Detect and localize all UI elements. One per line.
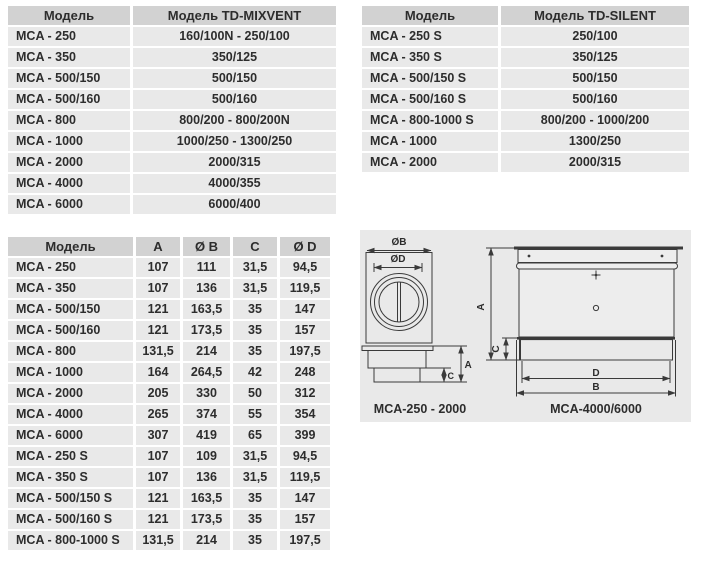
collar-side-view xyxy=(374,368,420,382)
table-cell: MCA - 1000 xyxy=(362,132,498,151)
table-cell: MCA - 1000 xyxy=(8,132,130,151)
table-cell: 2000/315 xyxy=(133,153,336,172)
table-cell: 94,5 xyxy=(280,447,330,466)
table-cell: 147 xyxy=(280,300,330,319)
table-cell: MCA - 350 xyxy=(8,279,133,298)
column-header: C xyxy=(233,237,277,256)
table-cell: 35 xyxy=(233,342,277,361)
table-cell: 173,5 xyxy=(183,510,230,529)
table-cell: MCA - 500/160 S xyxy=(362,90,498,109)
table-cell: MCA - 500/150 S xyxy=(362,69,498,88)
column-header: Модель TD-MIXVENT xyxy=(133,6,336,25)
table-cell: 121 xyxy=(136,300,180,319)
column-header: Модель TD-SILENT xyxy=(501,6,689,25)
table-cell: 119,5 xyxy=(280,279,330,298)
dim-label-c: C xyxy=(491,345,502,353)
dim-label-ob: ØB xyxy=(391,237,407,248)
table-cell: 4000/355 xyxy=(133,174,336,193)
table-cell: 94,5 xyxy=(280,258,330,277)
table-cell: 121 xyxy=(136,489,180,508)
table-cell: 157 xyxy=(280,510,330,529)
dim-label-a: A xyxy=(464,360,472,371)
table-cell: 160/100N - 250/100 xyxy=(133,27,336,46)
table-cell: 119,5 xyxy=(280,468,330,487)
column-header: Ø B xyxy=(183,237,230,256)
damper-disc xyxy=(379,282,419,322)
table-cell: 35 xyxy=(233,489,277,508)
table-cell: 31,5 xyxy=(233,468,277,487)
table-cell: 264,5 xyxy=(183,363,230,382)
collar-body xyxy=(520,340,673,360)
table-cell: 399 xyxy=(280,426,330,445)
table-cell: 2000/315 xyxy=(501,153,689,172)
table-cell: 131,5 xyxy=(136,342,180,361)
table-cell: 31,5 xyxy=(233,258,277,277)
table-cell: 131,5 xyxy=(136,531,180,550)
dim-label-od: ØD xyxy=(390,254,406,265)
table-cell: 42 xyxy=(233,363,277,382)
column-header: A xyxy=(136,237,180,256)
table-cell: MCA - 1000 xyxy=(8,363,133,382)
dimensions-diagram xyxy=(360,230,691,422)
right-drawing-caption: MCA-4000/6000 xyxy=(550,402,642,416)
table-cell: MCA - 350 S xyxy=(362,48,498,67)
table-cell: 163,5 xyxy=(183,489,230,508)
table-cell: MCA - 250 S xyxy=(362,27,498,46)
table-cell: 374 xyxy=(183,405,230,424)
dimensions-table xyxy=(8,237,330,550)
table-cell: 136 xyxy=(183,468,230,487)
table-cell: 136 xyxy=(183,279,230,298)
table-cell: 35 xyxy=(233,510,277,529)
table-cell: MCA - 500/160 xyxy=(8,90,130,109)
cross-marker-dot xyxy=(595,274,598,277)
table-cell: 147 xyxy=(280,489,330,508)
screw-dot xyxy=(528,255,531,258)
table-cell: MCA - 4000 xyxy=(8,405,133,424)
table-cell: MCA - 800 xyxy=(8,111,130,130)
table-cell: 107 xyxy=(136,279,180,298)
table-cell: 350/125 xyxy=(501,48,689,67)
dim-label-d: D xyxy=(592,368,600,379)
table-cell: MCA - 6000 xyxy=(8,195,130,214)
table-cell: MCA - 4000 xyxy=(8,174,130,193)
table-cell: 164 xyxy=(136,363,180,382)
table-cell: 35 xyxy=(233,321,277,340)
table-cell: 55 xyxy=(233,405,277,424)
table-cell: 800/200 - 1000/200 xyxy=(501,111,689,130)
dim-label-a: A xyxy=(476,303,487,311)
table-cell: 35 xyxy=(233,531,277,550)
table-cell: 500/150 xyxy=(501,69,689,88)
table-cell: MCA - 2000 xyxy=(8,153,130,172)
table-cell: 6000/400 xyxy=(133,195,336,214)
top-flange xyxy=(518,250,677,263)
column-header: Модель xyxy=(8,6,130,25)
table-cell: 121 xyxy=(136,510,180,529)
table-cell: MCA - 500/150 xyxy=(8,300,133,319)
table-cell: 31,5 xyxy=(233,447,277,466)
table-cell: 500/150 xyxy=(133,69,336,88)
table-cell: MCA - 500/150 S xyxy=(8,489,133,508)
table-cell: MCA - 800 xyxy=(8,342,133,361)
mixvent-model-table xyxy=(8,6,336,214)
table-cell: MCA - 350 S xyxy=(8,468,133,487)
table-cell: 197,5 xyxy=(280,342,330,361)
screw-dot xyxy=(661,255,664,258)
left-drawing xyxy=(362,237,472,416)
table-cell: MCA - 800-1000 S xyxy=(8,531,133,550)
table-cell: 109 xyxy=(183,447,230,466)
table-cell: MCA - 500/160 S xyxy=(8,510,133,529)
table-cell: 121 xyxy=(136,321,180,340)
table-cell: 500/160 xyxy=(501,90,689,109)
table-cell: 31,5 xyxy=(233,279,277,298)
column-header: Модель xyxy=(362,6,498,25)
table-cell: 250/100 xyxy=(501,27,689,46)
table-cell: 1300/250 xyxy=(501,132,689,151)
table-cell: 173,5 xyxy=(183,321,230,340)
table-cell: 330 xyxy=(183,384,230,403)
duct-circle-ring xyxy=(375,278,424,327)
table-cell: 107 xyxy=(136,258,180,277)
table-cell: 419 xyxy=(183,426,230,445)
table-cell: 50 xyxy=(233,384,277,403)
dim-label-c: C xyxy=(447,371,454,381)
table-cell: 214 xyxy=(183,531,230,550)
table-cell: 350/125 xyxy=(133,48,336,67)
table-cell: 248 xyxy=(280,363,330,382)
table-cell: 1000/250 - 1300/250 xyxy=(133,132,336,151)
column-header: Ø D xyxy=(280,237,330,256)
table-cell: 107 xyxy=(136,468,180,487)
table-cell: 307 xyxy=(136,426,180,445)
table-cell: MCA - 500/160 xyxy=(8,321,133,340)
table-cell: 111 xyxy=(183,258,230,277)
table-cell: MCA - 2000 xyxy=(8,384,133,403)
table-cell: MCA - 6000 xyxy=(8,426,133,445)
table-cell: 500/160 xyxy=(133,90,336,109)
left-drawing-caption: MCA-250 - 2000 xyxy=(373,402,467,416)
table-cell: 354 xyxy=(280,405,330,424)
table-cell: 214 xyxy=(183,342,230,361)
table-cell: 163,5 xyxy=(183,300,230,319)
table-cell: MCA - 500/150 xyxy=(8,69,130,88)
table-cell: MCA - 250 xyxy=(8,27,130,46)
table-cell: MCA - 250 S xyxy=(8,447,133,466)
table-cell: 800/200 - 800/200N xyxy=(133,111,336,130)
table-cell: 265 xyxy=(136,405,180,424)
table-cell: MCA - 350 xyxy=(8,48,130,67)
table-cell: 157 xyxy=(280,321,330,340)
table-cell: 35 xyxy=(233,300,277,319)
table-cell: 107 xyxy=(136,447,180,466)
silent-model-table xyxy=(362,6,689,172)
table-cell: MCA - 800-1000 S xyxy=(362,111,498,130)
column-header: Модель xyxy=(8,237,133,256)
table-cell: MCA - 250 xyxy=(8,258,133,277)
table-cell: MCA - 2000 xyxy=(362,153,498,172)
table-cell: 65 xyxy=(233,426,277,445)
right-drawing xyxy=(476,247,683,417)
table-cell: 205 xyxy=(136,384,180,403)
flange-plate xyxy=(362,346,433,351)
rib-band xyxy=(517,263,678,269)
dim-label-b: B xyxy=(592,382,600,393)
body-side-view xyxy=(368,351,426,369)
table-cell: 312 xyxy=(280,384,330,403)
table-cell: 197,5 xyxy=(280,531,330,550)
